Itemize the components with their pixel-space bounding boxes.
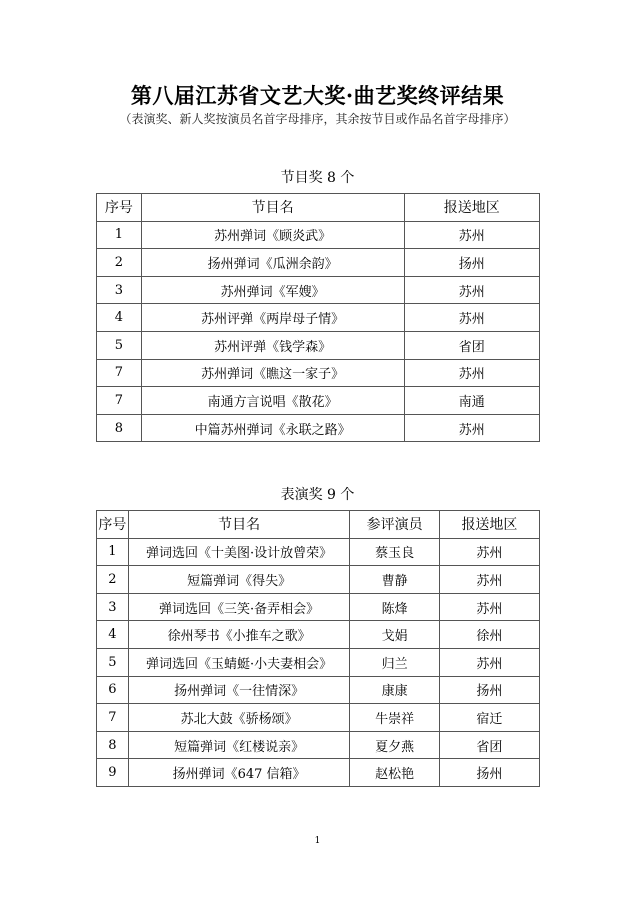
table-cell: 7 [97,704,129,732]
table-header-row [97,194,540,222]
table-cell: 苏州 [404,304,539,332]
column-header: 节目名 [141,194,404,222]
column-header: 报送地区 [404,194,539,222]
table-row [97,621,540,649]
table-cell: 省团 [439,731,539,759]
table-cell: 南通方言说唱《散花》 [141,387,404,415]
table-cell: 戈娟 [350,621,440,649]
table-cell: 苏州 [404,359,539,387]
table-cell: 7 [97,387,142,415]
table-cell: 徐州 [439,621,539,649]
table-cell: 5 [97,331,142,359]
table-cell: 宿迁 [439,704,539,732]
table-cell: 苏州弹词《瞧这一家子》 [141,359,404,387]
table-cell: 苏州 [439,538,539,566]
table-header-row [97,511,540,539]
table-cell: 弹词选回《三笑·备弄相会》 [128,593,349,621]
table-cell: 康康 [350,676,440,704]
table-row [97,566,540,594]
table-row [97,331,540,359]
table-row [97,304,540,332]
table-cell: 扬州 [439,759,539,787]
table-cell: 6 [97,676,129,704]
table-cell: 3 [97,276,142,304]
table-row [97,221,540,249]
table-cell: 苏州 [404,414,539,442]
table-cell: 弹词选回《玉蜻蜓·小夫妻相会》 [128,648,349,676]
page-subtitle: （表演奖、新人奖按演员名首字母排序，其余按节目或作品名首字母排序） [119,112,516,126]
table-cell: 苏州 [439,566,539,594]
table-row [97,648,540,676]
table-cell: 扬州弹词《一往情深》 [128,676,349,704]
table-cell: 归兰 [350,648,440,676]
performance-award-table [96,510,540,787]
page-number: 1 [314,836,321,846]
table-cell: 苏州 [439,593,539,621]
table-row [97,538,540,566]
table-row [97,676,540,704]
table-cell: 苏州弹词《顾炎武》 [141,221,404,249]
table-cell: 苏州评弹《钱学森》 [141,331,404,359]
table-cell: 8 [97,731,129,759]
table-cell: 扬州 [439,676,539,704]
table-cell: 短篇弹词《红楼说亲》 [128,731,349,759]
table-row [97,414,540,442]
table-cell: 扬州 [404,249,539,277]
table-cell: 苏北大鼓《骄杨颂》 [128,704,349,732]
column-header: 报送地区 [439,511,539,539]
table-cell: 牛崇祥 [350,704,440,732]
table-cell: 短篇弹词《得失》 [128,566,349,594]
table-row [97,359,540,387]
table-cell: 1 [97,221,142,249]
table-cell: 赵松艳 [350,759,440,787]
table-cell: 8 [97,414,142,442]
table-cell: 省团 [404,331,539,359]
column-header: 序号 [97,194,142,222]
table-cell: 扬州弹词《647 信箱》 [128,759,349,787]
table-cell: 9 [97,759,129,787]
table-cell: 2 [97,566,129,594]
program-award-table [96,193,540,442]
table-cell: 4 [97,304,142,332]
table-cell: 5 [97,648,129,676]
table-cell: 苏州 [404,221,539,249]
table-cell: 苏州 [404,276,539,304]
table-row [97,249,540,277]
table-cell: 4 [97,621,129,649]
table-row [97,731,540,759]
table-row [97,387,540,415]
column-header: 参评演员 [350,511,440,539]
table-cell: 7 [97,359,142,387]
table-cell: 苏州弹词《军嫂》 [141,276,404,304]
table-row [97,704,540,732]
table-cell: 弹词选回《十美图·设计放曾荣》 [128,538,349,566]
table-cell: 2 [97,249,142,277]
column-header: 序号 [97,511,129,539]
table-cell: 曹静 [350,566,440,594]
table-row [97,759,540,787]
table-cell: 夏夕燕 [350,731,440,759]
table-cell: 徐州琴书《小推车之歌》 [128,621,349,649]
performance-award-rows [97,538,540,786]
table-cell: 1 [97,538,129,566]
table-cell: 蔡玉良 [350,538,440,566]
table-row [97,593,540,621]
table-cell: 中篇苏州弹词《永联之路》 [141,414,404,442]
table-cell: 陈烽 [350,593,440,621]
table-row [97,276,540,304]
program-award-heading: 节目奖 8 个 [280,170,355,186]
table-cell: 扬州弹词《瓜洲余韵》 [141,249,404,277]
column-header: 节目名 [128,511,349,539]
performance-award-heading: 表演奖 9 个 [280,487,355,503]
table-cell: 3 [97,593,129,621]
program-award-rows [97,221,540,442]
table-cell: 苏州 [439,648,539,676]
table-cell: 苏州评弹《两岸母子情》 [141,304,404,332]
table-cell: 南通 [404,387,539,415]
page-title: 第八届江苏省文艺大奖·曲艺奖终评结果 [130,83,505,108]
